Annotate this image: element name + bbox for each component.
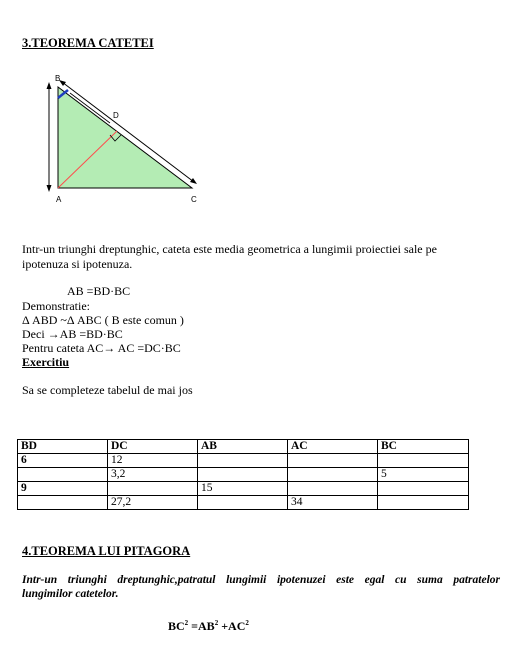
label-b: B bbox=[55, 74, 61, 83]
table-cell bbox=[288, 482, 378, 496]
table-cell bbox=[378, 454, 469, 468]
table-row bbox=[18, 454, 469, 468]
table-cell bbox=[198, 468, 288, 482]
section-title-teorema-pitagora: 4.TEOREMA LUI PITAGORA bbox=[22, 544, 191, 558]
formula-bc: BC bbox=[168, 619, 185, 633]
demo-label: Demonstratie: bbox=[22, 299, 90, 313]
demo-line-2: Deci →AB =BD·BC bbox=[22, 327, 123, 341]
pitagora-statement-line-1: Intr-un triunghi dreptunghic,patratul lungimii ipotenuzei este egal cu suma patratelor bbox=[22, 574, 500, 586]
arrowhead-ab-bottom bbox=[47, 185, 52, 192]
table-cell bbox=[18, 496, 108, 510]
table-cell: 3,2 bbox=[108, 468, 198, 482]
section-title-teorema-catetei: 3.TEOREMA CATETEI bbox=[22, 36, 154, 50]
formula-ab: AB =BD·BC bbox=[67, 284, 131, 298]
table-header-cell: BC bbox=[378, 440, 469, 454]
exercise-label: Exercitiu bbox=[22, 355, 70, 369]
triangle-abc bbox=[58, 87, 192, 188]
formula-exp: 2 bbox=[184, 619, 189, 627]
demo-line-3: Pentru cateta AC→ AC =DC·BC bbox=[22, 341, 181, 355]
table-cell bbox=[378, 482, 469, 496]
formula-ab: AB bbox=[198, 619, 215, 633]
label-a: A bbox=[56, 195, 62, 204]
table-cell: 5 bbox=[378, 468, 469, 482]
formula-plus: + bbox=[218, 619, 229, 633]
table-cell: 27,2 bbox=[108, 496, 198, 510]
table-cell: 34 bbox=[288, 496, 378, 510]
demo-line-1: Δ ABD ~Δ ABC ( B este comun ) bbox=[22, 313, 184, 327]
formula-ac: AC bbox=[228, 619, 246, 633]
table-cell: 12 bbox=[108, 454, 198, 468]
table-cell: 15 bbox=[198, 482, 288, 496]
label-d: D bbox=[113, 111, 119, 120]
formula-eq: = bbox=[188, 619, 199, 633]
arrowhead-bc-end bbox=[190, 178, 197, 184]
table-cell bbox=[288, 454, 378, 468]
label-c: C bbox=[191, 195, 197, 204]
formula-exp: 2 bbox=[214, 619, 219, 627]
table-header-cell: BD bbox=[18, 440, 108, 454]
table-header-cell: DC bbox=[108, 440, 198, 454]
table-cell: 9 bbox=[18, 482, 108, 496]
exercise-text: Sa se completeze tabelul de mai jos bbox=[22, 383, 193, 397]
table-cell bbox=[18, 468, 108, 482]
table-cell bbox=[198, 496, 288, 510]
table-row bbox=[18, 468, 469, 482]
table-row bbox=[18, 496, 469, 510]
table-header-cell: AC bbox=[288, 440, 378, 454]
formula-exp: 2 bbox=[245, 619, 249, 627]
table-cell bbox=[378, 496, 469, 510]
intro-line-1: Intr-un triunghi dreptunghic, cateta este media geometrica a lungimii proiectiei sale pe bbox=[22, 242, 437, 256]
table-cell bbox=[198, 454, 288, 468]
table-cell: 6 bbox=[18, 454, 108, 468]
table-cell bbox=[108, 482, 198, 496]
pitagora-statement-line-2: lungimilor catetelor. bbox=[22, 588, 119, 600]
triangle-figure bbox=[40, 70, 210, 210]
table-header-row bbox=[18, 440, 469, 454]
intro-line-2: ipotenuza si ipotenuza. bbox=[22, 257, 133, 271]
pitagora-formula bbox=[168, 619, 249, 634]
arrowhead-ab-top bbox=[47, 82, 52, 89]
exercise-table bbox=[17, 439, 469, 510]
table-row bbox=[18, 482, 469, 496]
table-cell bbox=[288, 468, 378, 482]
table-header-cell: AB bbox=[198, 440, 288, 454]
